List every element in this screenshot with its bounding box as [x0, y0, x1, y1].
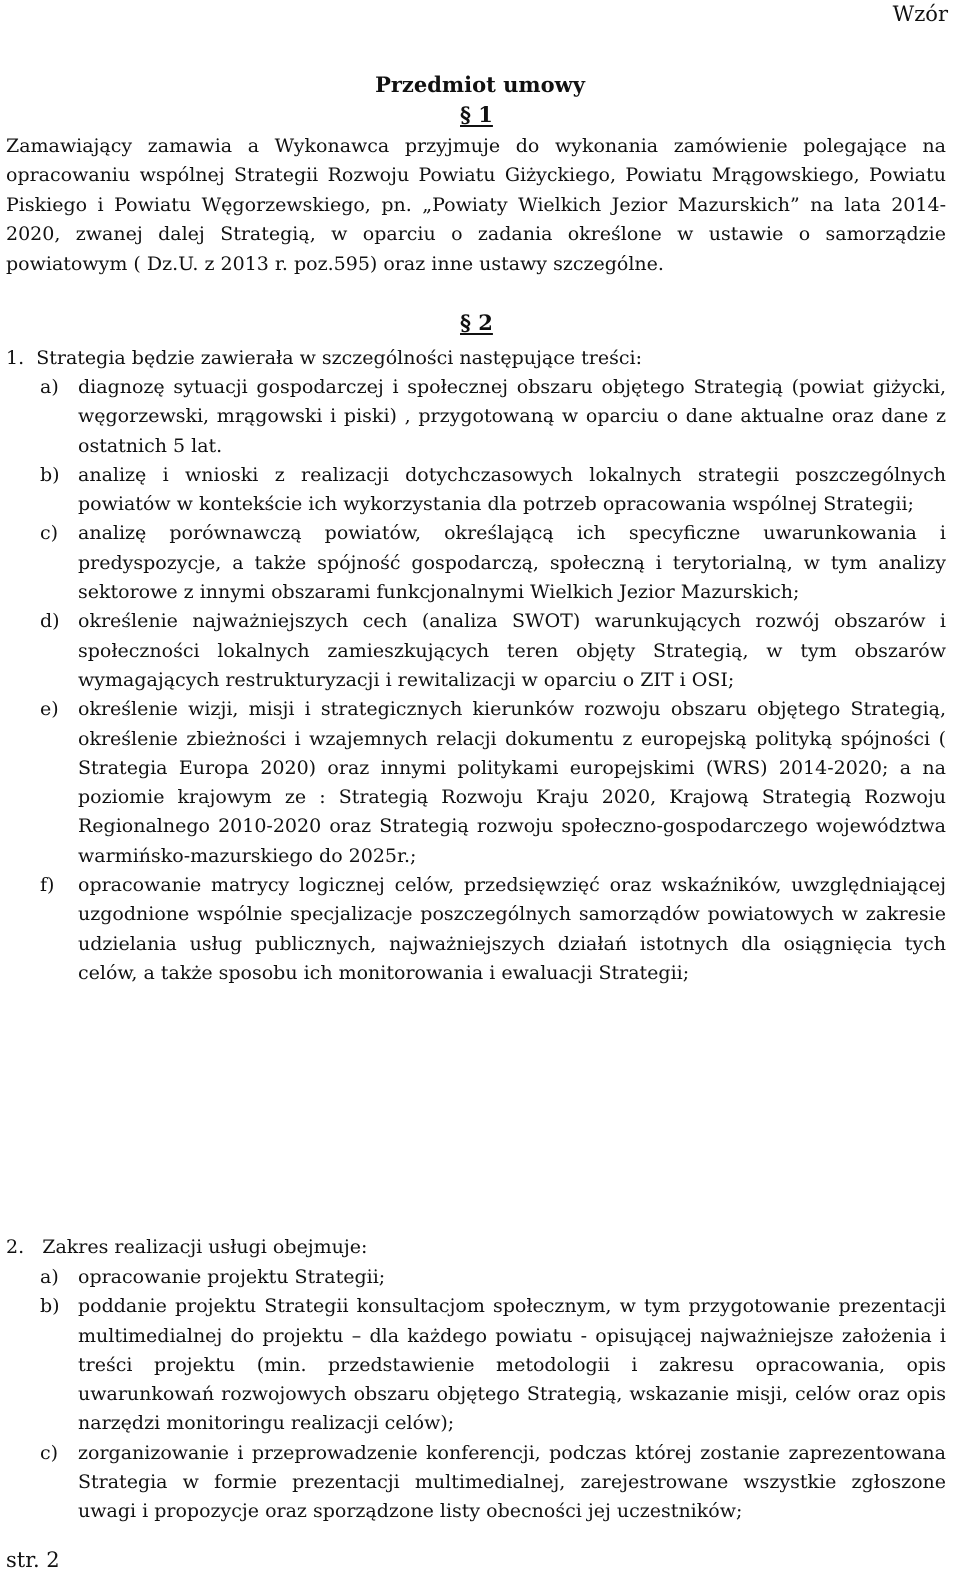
item-2-points: [40, 1263, 946, 1527]
list-item-text: analizę porównawczą powiatów, określającą ich specyficzne uwarunkowania i predyspozycje, a także spójność gospodarczą, społeczną i terytorialną, w tym analizy sektorowe z innymi obszarami funkcjonalnymi Wielkich Jezior Mazurskich;: [78, 522, 946, 604]
list-item-text: poddanie projektu Strategii konsultacjom społecznym, w tym przygotowanie prezentacji multimedialnej do projektu – dla każdego powiatu - opisującej najważniejsze założenia i treści projektu (min. przedstawienie metodologii i zakresu opracowania, opis uwarunkowań rozwojowych obszaru objętego Strategią, wskazanie misji, celów oraz opis narzędzi monitoringu realizacji celów);: [78, 1295, 946, 1435]
list-item: [40, 1439, 946, 1527]
list-marker: a): [40, 376, 59, 398]
list-marker: c): [40, 1441, 59, 1464]
list-marker: e): [40, 698, 59, 721]
document-title: Przedmiot umowy: [375, 72, 585, 97]
list-item: [40, 871, 946, 988]
list-item: [40, 519, 946, 607]
section-1-symbol: § 1: [460, 102, 493, 127]
list-marker: f): [40, 874, 55, 897]
list-item-text: określenie wizji, misji i strategicznych kierunków rozwoju obszaru objętego Strategią, określenie zbieżności i wzajemnych relacji dokumentu z europejską polityką spójności ( Strategia Europa 2020) oraz innymi politykami europejskimi (WRS) 2014-2020; a na poziomie krajowym ze : Strategią Rozwoju Kraju 2020, Krajową Strategią Rozwoju Regionalnego 2010-2020 oraz Strategią rozwoju społeczno-gospodarczego województwa warmińsko-mazurskiego do 2025r.;: [78, 698, 946, 867]
list-item: [40, 373, 946, 461]
list-item: [40, 607, 946, 695]
section-1-paragraph: Zamawiający zamawia a Wykonawca przyjmuje do wykonania zamówienie polegające na opracowaniu wspólnej Strategii Rozwoju Powiatu Giżyckiego, Powiatu Mrągowskiego, Powiatu Piskiego i Powiatu Węgorzewskiego, pn. „Powiaty Wielkich Jezior Mazurskich” na lata 2014-2020, zwanej dalej Strategią, w oparciu o zadania określone w ustawie o samorządzie powiatowym ( Dz.U. z 2013 r. poz.595) oraz inne ustawy szczególne.: [6, 135, 946, 275]
page-number: str. 2: [6, 1548, 60, 1572]
list-item: [40, 695, 946, 871]
item-1-heading-text: Strategia będzie zawierała w szczególności następujące treści:: [36, 347, 642, 369]
list-item-text: opracowanie projektu Strategii;: [78, 1266, 386, 1288]
document-label: Wzór: [892, 2, 948, 26]
item-2-heading-text: Zakres realizacji usługi obejmuje:: [42, 1236, 368, 1258]
list-marker: b): [40, 1295, 60, 1318]
list-marker: c): [40, 522, 59, 545]
list-item: [40, 1292, 946, 1438]
list-marker: d): [40, 610, 60, 633]
list-marker: a): [40, 1266, 59, 1288]
list-item-text: określenie najważniejszych cech (analiza SWOT) warunkujących rozwój obszarów i społeczności lokalnych zamieszkujących teren objęty Strategią, w tym obszarów wymagających restrukturyzacji i rewitalizacji w oparciu o ZIT i OSI;: [78, 610, 946, 691]
list-item-text: analizę i wnioski z realizacji dotychczasowych lokalnych strategii poszczególnych powiatów w kontekście ich wykorzystania dla potrzeb opracowania wspólnej Strategii;: [78, 463, 946, 516]
list-item-text: zorganizowanie i przeprowadzenie konferencji, podczas której zostanie zaprezentowana Strategia w formie prezentacji multimedialnej, zarejestrowane wszystkie zgłoszone uwagi i propozycje oraz sporządzone listy obecności jej uczestników;: [78, 1441, 946, 1523]
item-1-points: [40, 373, 946, 988]
section-2-symbol: § 2: [460, 310, 493, 335]
list-item: [40, 461, 946, 520]
item-1-heading: [6, 344, 642, 373]
list-marker: b): [40, 463, 60, 486]
item-2-heading: [6, 1233, 367, 1262]
item-1-number: 1.: [6, 347, 25, 369]
item-2-number: 2.: [6, 1236, 25, 1258]
list-item-text: opracowanie matrycy logicznej celów, przedsięwzięć oraz wskaźników, uwzględniającej uzgodnione wspólnie specjalizacje poszczególnych samorządów powiatowych w zakresie udzielania usług publicznych, najważniejszych działań istotnych dla osiągnięcia tych celów, a także sposobu ich monitorowania i ewaluacji Strategii;: [78, 874, 946, 984]
list-item-text: diagnozę sytuacji gospodarczej i społecznej obszaru objętego Strategią (powiat giżycki, węgorzewski, mrągowski i piski) , przygotowaną w oparciu o dane aktualne oraz dane z ostatnich 5 lat.: [78, 376, 946, 457]
list-item: [40, 1263, 946, 1292]
